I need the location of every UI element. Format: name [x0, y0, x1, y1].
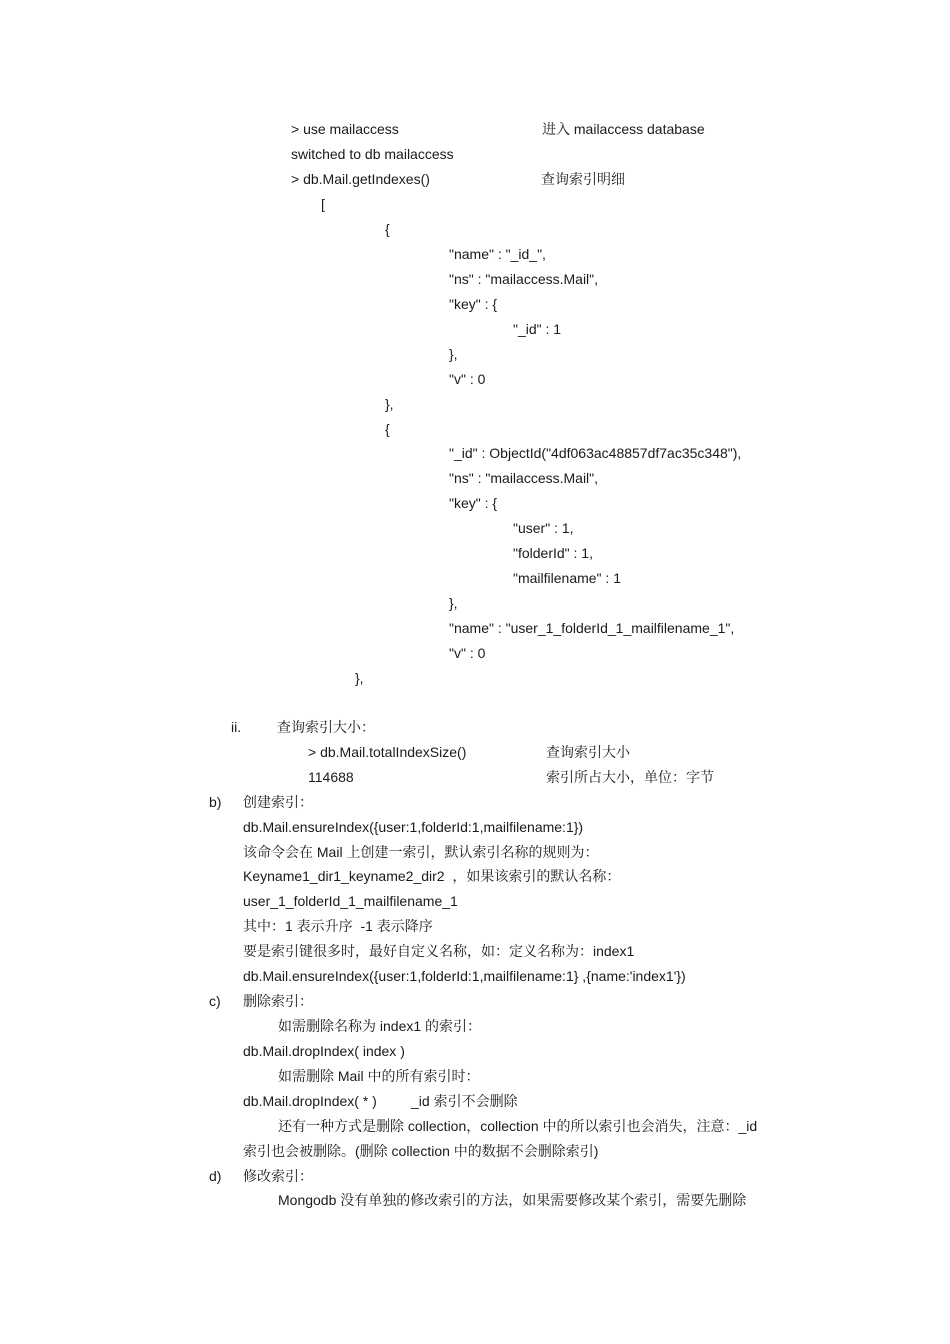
id-index-retained-note: _id 索引不会删除 [411, 1093, 518, 1109]
default-name-rule: Keyname1_dir1_keyname2_dir2 ，如果该索引的默认名称： [243, 868, 621, 884]
index1-close-brace: }, [385, 396, 394, 412]
index2-key-close: }, [449, 595, 458, 611]
total-index-size-result: 114688 [308, 769, 354, 785]
index2-key-folderid: "folderId" : 1, [513, 545, 593, 561]
index2-key-user: "user" : 1, [513, 520, 574, 536]
drop-named-index-note: 如需删除名称为 index1 的索引： [278, 1018, 482, 1034]
custom-name-tip: 要是索引键很多时，最好自定义名称，如：定义名称为：index1 [243, 943, 635, 959]
use-command-note: 进入 mailaccess database [542, 121, 705, 137]
section-d-title: 修改索引： [243, 1168, 313, 1184]
index1-key-id: "_id" : 1 [513, 321, 562, 337]
sort-direction-note: 其中：1 表示升序 -1 表示降序 [243, 918, 433, 934]
index2-close-brace: }, [355, 670, 364, 686]
get-indexes-note: 查询索引明细 [541, 171, 625, 187]
drop-all-indexes-command: db.Mail.dropIndex( * ) [243, 1093, 377, 1109]
index2-objectid: "_id" : ObjectId("4df063ac48857df7ac35c348"), [449, 445, 742, 461]
total-index-size-result-note: 索引所占大小，单位：字节 [546, 769, 714, 785]
drop-all-indexes-note: 如需删除 Mail 中的所有索引时： [278, 1068, 480, 1084]
index2-open-brace: { [385, 421, 390, 437]
modify-index-note: Mongodb 没有单独的修改索引的方法，如果需要修改某个索引，需要先删除 [278, 1192, 747, 1208]
section-ii-title: 查询索引大小： [277, 719, 375, 735]
ensure-index-named-command: db.Mail.ensureIndex({user:1,folderId:1,mailfilename:1} ,{name:'index1'}) [243, 968, 686, 984]
section-c-title: 删除索引： [243, 993, 313, 1009]
drop-collection-note: 还有一种方式是删除 collection，collection 中的所以索引也会消失，注意：_id [278, 1118, 758, 1134]
list-marker-c: c) [209, 993, 221, 1009]
list-marker-ii: ii. [231, 719, 242, 735]
section-b-title: 创建索引： [243, 794, 313, 810]
index2-name: "name" : "user_1_folderId_1_mailfilename_1", [449, 620, 735, 636]
index1-name: "name" : "_id_", [449, 246, 546, 262]
create-index-explanation: 该命令会在 Mail 上创建一索引，默认索引名称的规则为： [243, 844, 599, 860]
index2-key-mailfilename: "mailfilename" : 1 [513, 570, 621, 586]
index1-key-close: }, [449, 346, 458, 362]
index2-ns: "ns" : "mailaccess.Mail", [449, 470, 599, 486]
drop-index-command: db.Mail.dropIndex( index ) [243, 1043, 405, 1059]
index1-key-open: "key" : { [449, 296, 498, 312]
switched-output: switched to db mailaccess [291, 146, 454, 162]
drop-collection-note-cont: 索引也会被删除。(删除 collection 中的数据不会删除索引) [243, 1143, 599, 1159]
total-index-size-command: > db.Mail.totalIndexSize() [308, 744, 467, 760]
index1-ns: "ns" : "mailaccess.Mail", [449, 271, 599, 287]
index1-open-brace: { [385, 221, 390, 237]
index1-version: "v" : 0 [449, 371, 486, 387]
array-open-bracket: [ [321, 196, 325, 212]
get-indexes-command: > db.Mail.getIndexes() [291, 171, 430, 187]
index2-version: "v" : 0 [449, 645, 486, 661]
default-name-example: user_1_folderId_1_mailfilename_1 [243, 893, 458, 909]
index2-key-open: "key" : { [449, 495, 498, 511]
list-marker-b: b) [209, 794, 222, 810]
list-marker-d: d) [209, 1168, 222, 1184]
ensure-index-command: db.Mail.ensureIndex({user:1,folderId:1,mailfilename:1}) [243, 819, 584, 835]
total-index-size-note: 查询索引大小 [546, 744, 630, 760]
use-command: > use mailaccess [291, 121, 399, 137]
